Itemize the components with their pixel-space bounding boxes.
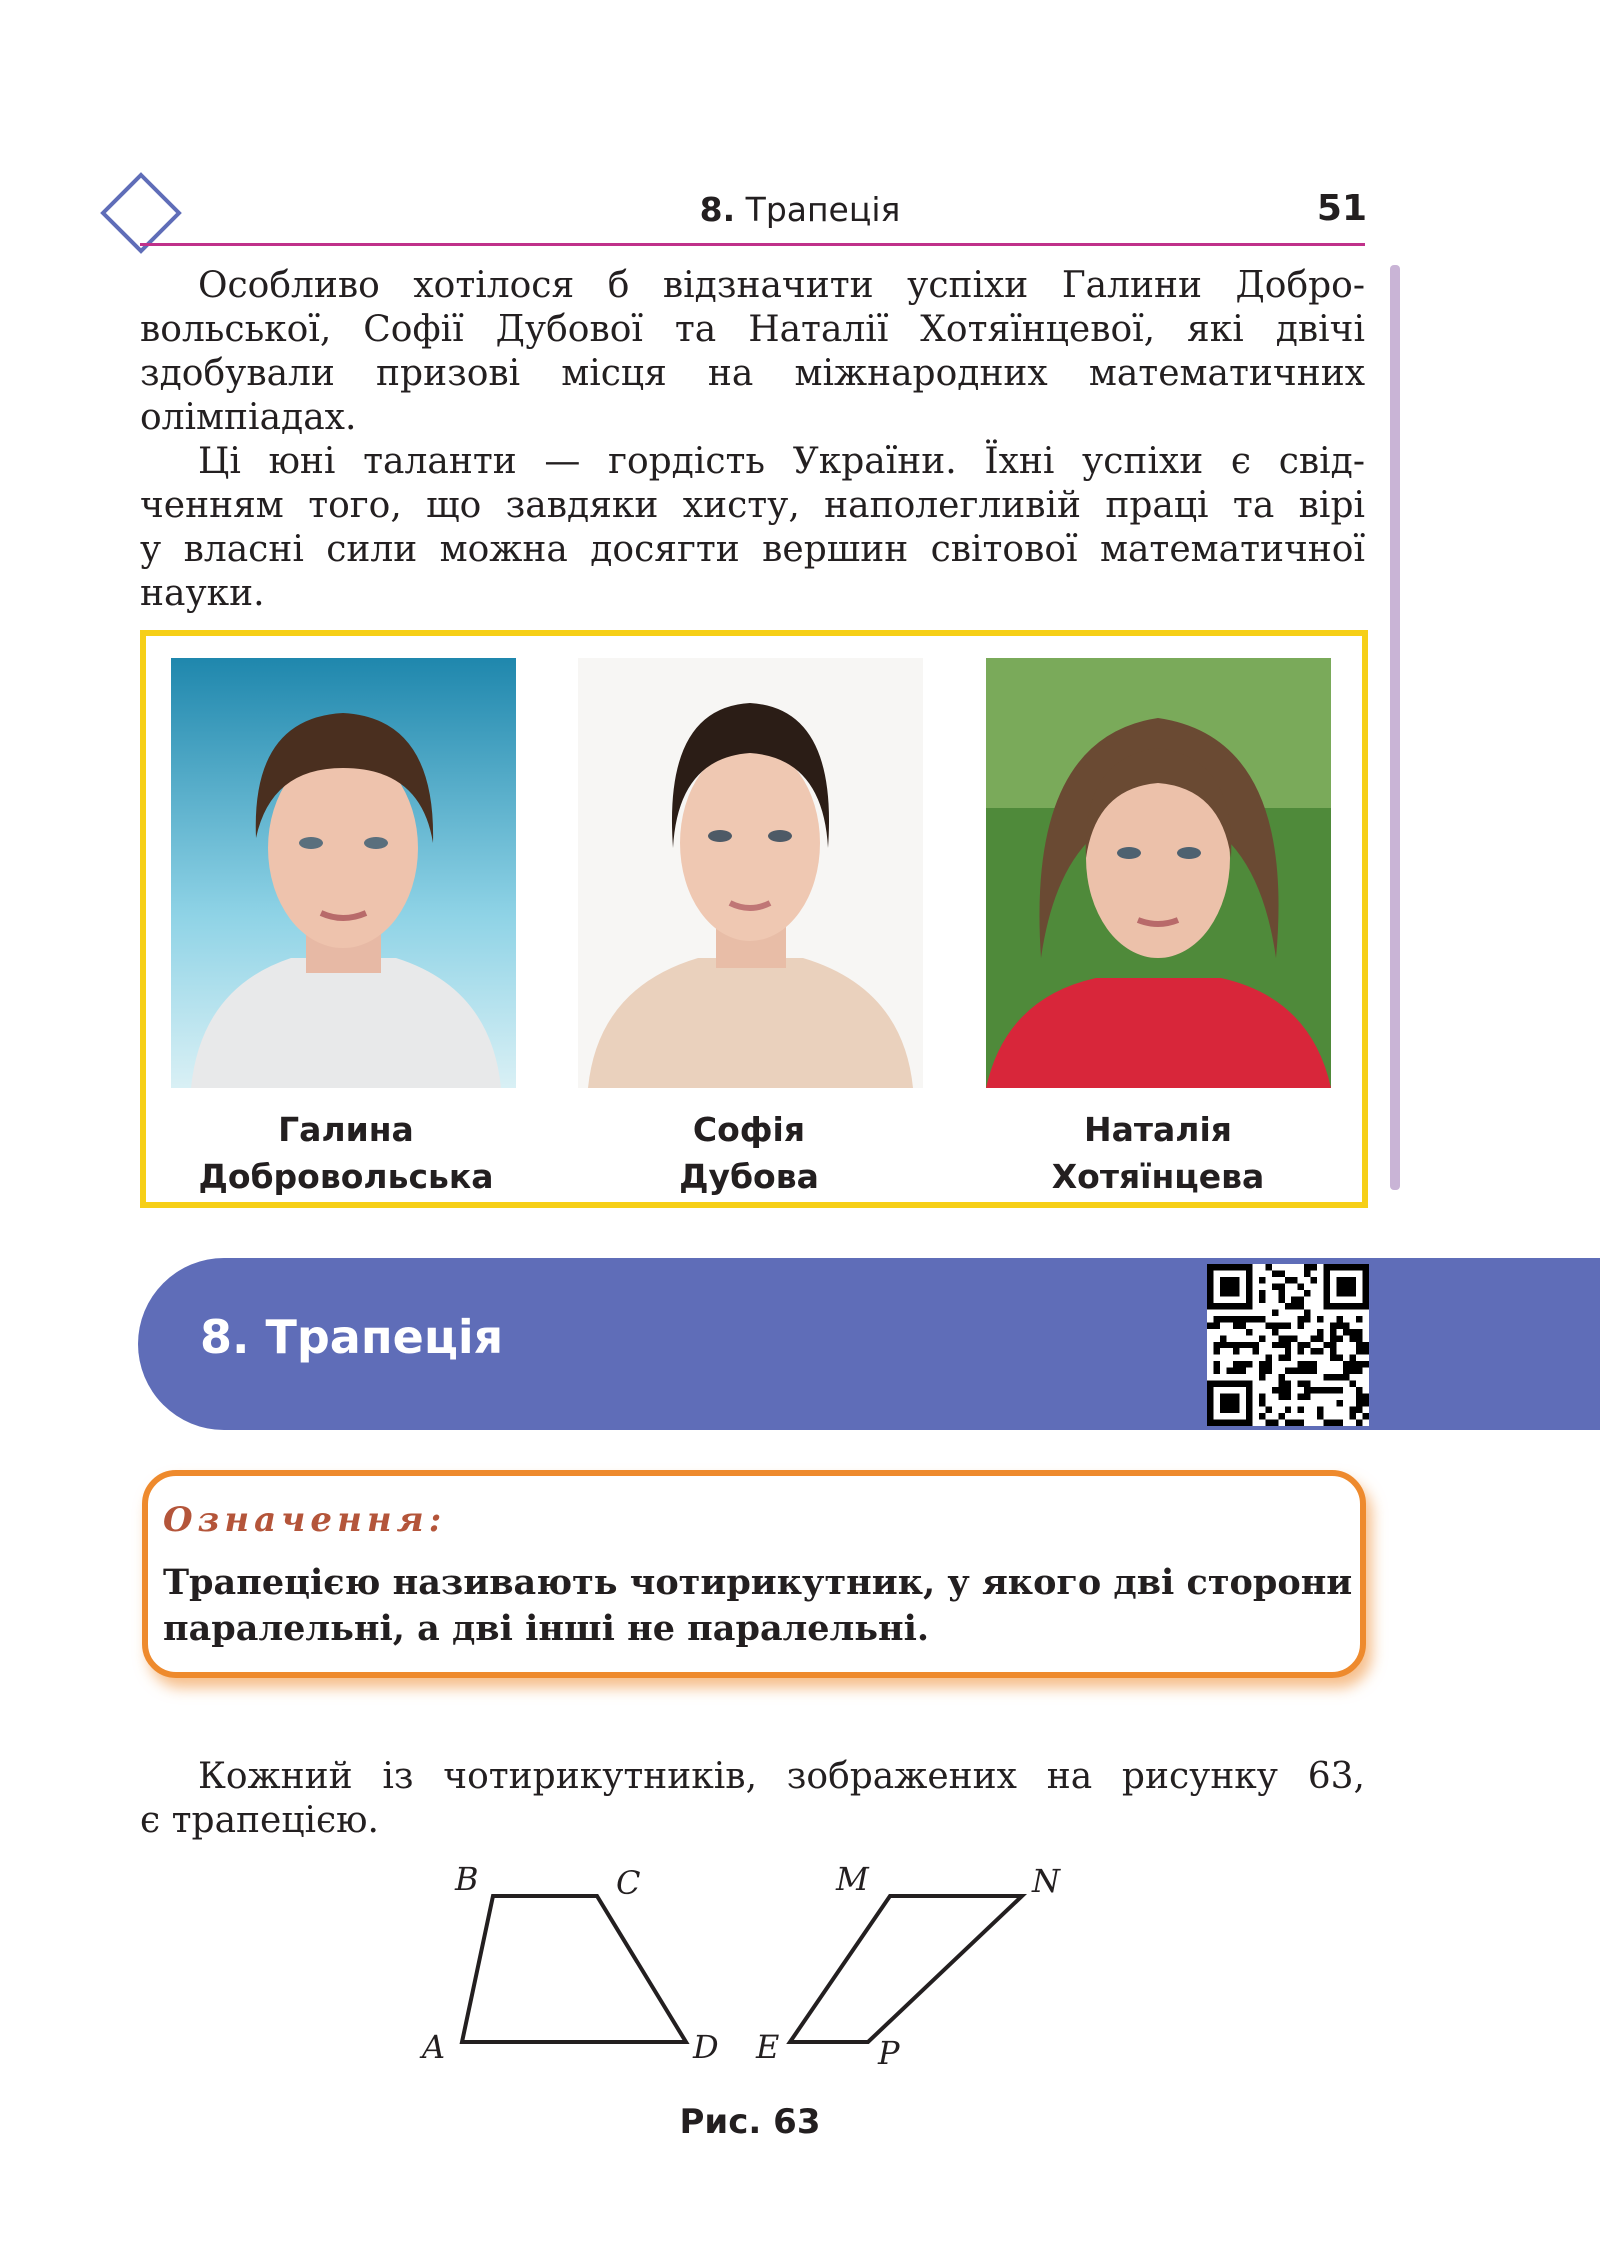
definition-text: Трапецією називають чотирикутник, у якого дві сторони паралельні, а дві інші не паралельні. (163, 1562, 1353, 1649)
trapezoid-empn (790, 1896, 1022, 2042)
intro-paragraph-1: Особливо хотілося б відзначити успіхи Галини Добро- вольської, Софії Дубової та Наталії Хотяїнцевої, які двічі здобували призові місця на міжнародних математичних олімпіадах. (140, 265, 1365, 438)
side-accent-bar (1390, 265, 1400, 1190)
figure-63 (400, 1860, 1100, 2080)
vertex-label-a: A (422, 2028, 446, 2066)
section-title: 8. Трапеція (200, 1310, 504, 1364)
portrait-caption-1: Галина Добровольська (198, 1110, 494, 1196)
portrait-photo-1 (171, 658, 516, 1088)
running-header-title: 8. Трапеція (699, 190, 901, 229)
intro-paragraph-2: Ці юні таланти — гордість України. Їхні успіхи є свід- ченням того, що завдяки хисту, наполегливій праці та вірі у власні сили можна досягти вершин світової математичної науки. (140, 441, 1365, 614)
figure-intro-paragraph: Кожний із чотирикутників, зображених на рисунку 63, є трапецією. (140, 1756, 1365, 1841)
portrait-photo-3 (986, 658, 1331, 1088)
qr-code-icon[interactable] (1207, 1264, 1369, 1426)
vertex-label-b: B (455, 1860, 479, 1898)
definition-label: Означення: (163, 1500, 447, 1540)
portrait-caption-2: Софія Дубова (679, 1110, 819, 1196)
figure-caption: Рис. 63 (679, 2102, 821, 2142)
vertex-label-d: D (693, 2028, 719, 2066)
portrait-photo-2 (578, 658, 923, 1088)
vertex-label-n: N (1032, 1862, 1060, 1900)
vertex-label-p: P (878, 2034, 900, 2072)
vertex-label-c: C (616, 1864, 641, 1902)
vertex-label-e: E (756, 2028, 780, 2066)
trapezoid-abcd (462, 1896, 686, 2042)
page-number: 51 (1316, 188, 1367, 229)
header-divider (140, 243, 1365, 246)
vertex-label-m: M (836, 1860, 869, 1898)
portraits-frame (140, 630, 1368, 1208)
portrait-caption-3: Наталія Хотяїнцева (1051, 1110, 1265, 1196)
